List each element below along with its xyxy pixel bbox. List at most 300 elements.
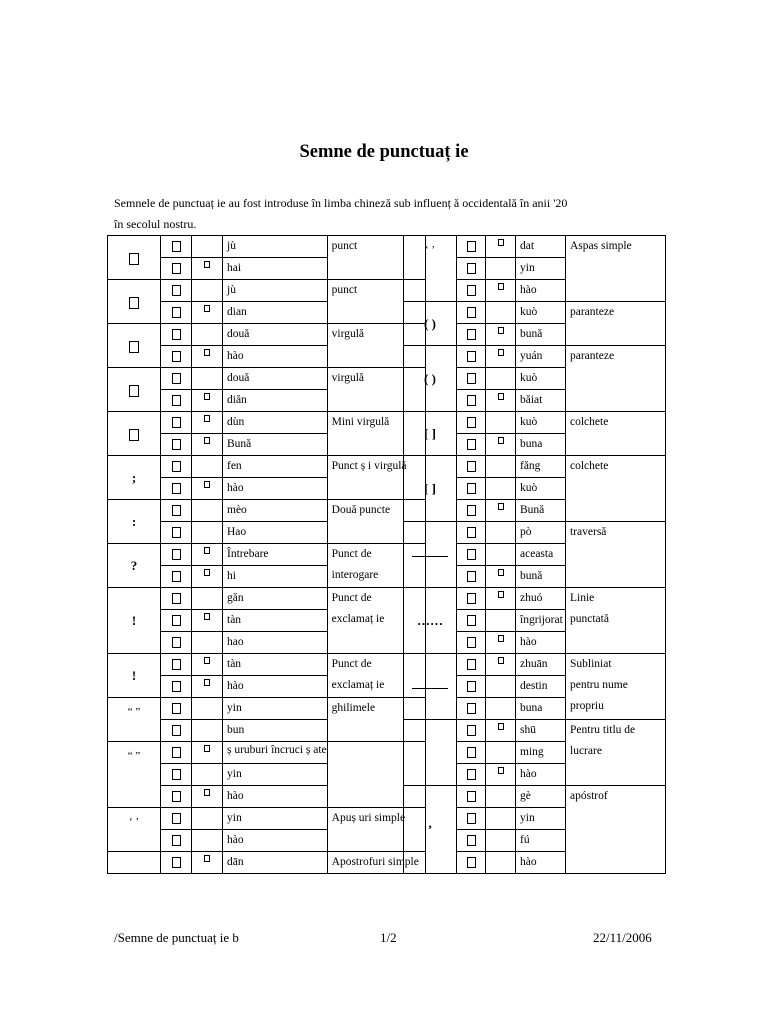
table-row: [108, 280, 426, 302]
missing-glyph-icon: [172, 461, 181, 472]
syllable-cell: kuò: [516, 412, 566, 434]
missing-glyph-icon: [498, 327, 504, 334]
missing-glyph-icon: [204, 657, 210, 664]
character-cell: [457, 478, 486, 500]
symbol-text: ……: [417, 613, 443, 628]
character-cell: [192, 808, 223, 830]
character-cell: [192, 412, 223, 434]
syllable-cell: hào: [223, 830, 328, 852]
syllable-cell: hào: [516, 632, 566, 654]
character-cell: [486, 544, 516, 566]
symbol-text: ʼ: [427, 822, 433, 837]
syllable-cell: dat: [516, 236, 566, 258]
syllable-cell: hào: [223, 346, 328, 368]
missing-glyph-icon: [204, 393, 210, 400]
meaning-cell: [566, 302, 666, 346]
punctuation-symbol: [108, 324, 161, 368]
syllable-cell: găn: [223, 588, 328, 610]
footer-filename: /Semne de punctuaț ie b: [114, 930, 239, 945]
missing-glyph-icon: [172, 263, 181, 274]
symbol-text: “ ”: [127, 750, 141, 762]
character-cell: [192, 720, 223, 742]
character-cell: [457, 544, 486, 566]
table-row: [108, 456, 426, 478]
footer-page-number: 1/2: [380, 930, 397, 945]
punctuation-table-right: [403, 235, 666, 874]
syllable-cell: hi: [223, 566, 328, 588]
character-cell: [486, 434, 516, 456]
missing-glyph-icon: [498, 723, 504, 730]
character-cell: [457, 258, 486, 280]
character-cell: [486, 610, 516, 632]
syllable-cell: bun: [223, 720, 328, 742]
missing-glyph-icon: [204, 789, 210, 796]
missing-glyph-icon: [204, 679, 210, 686]
character-cell: [486, 456, 516, 478]
punctuation-symbol: [108, 456, 161, 500]
missing-glyph-icon: [498, 349, 504, 356]
meaning-text: paranteze: [570, 306, 615, 318]
missing-glyph-icon: [204, 437, 210, 444]
punctuation-symbol: [108, 544, 161, 588]
punctuation-table-left: [107, 235, 426, 874]
punctuation-symbol: [404, 346, 457, 412]
punctuation-symbol: [404, 236, 457, 302]
character-cell: [192, 302, 223, 324]
syllable-cell: jù: [223, 280, 328, 302]
missing-glyph-icon: [204, 569, 210, 576]
meaning-text: apóstrof: [570, 790, 608, 802]
syllable-cell: îngrijorat: [516, 610, 566, 632]
table-row: [404, 522, 666, 544]
missing-glyph-icon: [129, 297, 139, 309]
syllable-cell: dān: [223, 852, 328, 874]
missing-glyph-icon: [172, 637, 181, 648]
character-cell: [192, 346, 223, 368]
character-cell: [161, 346, 192, 368]
character-cell: [486, 566, 516, 588]
symbol-text: :: [131, 514, 137, 529]
character-cell: [161, 764, 192, 786]
symbol-text: ‘ ’: [128, 816, 140, 828]
missing-glyph-icon: [129, 253, 139, 265]
character-cell: [486, 346, 516, 368]
syllable-cell: kuò: [516, 478, 566, 500]
character-cell: [457, 280, 486, 302]
missing-glyph-icon: [204, 305, 210, 312]
syllable-cell: mèo: [223, 500, 328, 522]
character-cell: [486, 236, 516, 258]
character-cell: [486, 632, 516, 654]
character-cell: [457, 610, 486, 632]
dash-mark: [412, 688, 448, 689]
character-cell: [192, 544, 223, 566]
meaning-text: Mini virgulă: [331, 416, 390, 428]
character-cell: [486, 324, 516, 346]
character-cell: [457, 852, 486, 874]
syllable-cell: hào: [516, 852, 566, 874]
missing-glyph-icon: [129, 385, 139, 397]
syllable-cell: kuò: [516, 368, 566, 390]
table-row: [108, 324, 426, 346]
missing-glyph-icon: [467, 659, 476, 670]
missing-glyph-icon: [467, 307, 476, 318]
footer-date: 22/11/2006: [593, 930, 652, 945]
meaning-text: lucrare: [570, 745, 602, 757]
meaning-text: ghilimele: [331, 702, 376, 714]
character-cell: [161, 390, 192, 412]
missing-glyph-icon: [204, 481, 210, 488]
missing-glyph-icon: [172, 615, 181, 626]
syllable-cell: hào: [516, 280, 566, 302]
meaning-cell: [566, 456, 666, 522]
missing-glyph-icon: [467, 769, 476, 780]
missing-glyph-icon: [172, 813, 181, 824]
page-title: Semne de punctuaț ie: [299, 142, 469, 162]
syllable-cell: bună: [516, 324, 566, 346]
character-cell: [486, 808, 516, 830]
table-row: [404, 654, 666, 676]
syllable-cell: hào: [223, 676, 328, 698]
character-cell: [457, 500, 486, 522]
meaning-text: virgulă: [331, 328, 365, 340]
missing-glyph-icon: [498, 503, 504, 510]
punctuation-symbol: [404, 786, 457, 874]
character-cell: [161, 588, 192, 610]
intro-line-2: în secolul nostru.: [114, 217, 197, 231]
meaning-text: colchete: [570, 460, 609, 472]
meaning-cell: [566, 346, 666, 412]
missing-glyph-icon: [467, 835, 476, 846]
meaning-text: interogare: [331, 569, 379, 581]
missing-glyph-icon: [467, 593, 476, 604]
character-cell: [161, 676, 192, 698]
missing-glyph-icon: [467, 681, 476, 692]
syllable-cell: Hao: [223, 522, 328, 544]
missing-glyph-icon: [172, 373, 181, 384]
character-cell: [192, 258, 223, 280]
missing-glyph-icon: [204, 415, 210, 422]
character-cell: [192, 786, 223, 808]
syllable-cell: aceasta: [516, 544, 566, 566]
missing-glyph-icon: [172, 791, 181, 802]
character-cell: [457, 236, 486, 258]
table-row: [108, 742, 426, 764]
missing-glyph-icon: [467, 703, 476, 714]
missing-glyph-icon: [467, 813, 476, 824]
syllable-cell: bună: [516, 566, 566, 588]
character-cell: [486, 302, 516, 324]
meaning-text: paranteze: [570, 350, 615, 362]
syllable-cell: buna: [516, 698, 566, 720]
syllable-cell: două: [223, 324, 328, 346]
character-cell: [457, 632, 486, 654]
meaning-text: exclamaț ie: [331, 613, 385, 625]
syllable-cell: destin: [516, 676, 566, 698]
syllable-cell: diăn: [223, 390, 328, 412]
syllable-cell: hao: [223, 632, 328, 654]
missing-glyph-icon: [498, 437, 504, 444]
punctuation-symbol: [108, 742, 161, 808]
character-cell: [486, 698, 516, 720]
missing-glyph-icon: [172, 593, 181, 604]
syllable-cell: făng: [516, 456, 566, 478]
table-row: [108, 544, 426, 566]
punctuation-symbol: [108, 808, 161, 852]
missing-glyph-icon: [172, 835, 181, 846]
meaning-cell: [566, 522, 666, 588]
character-cell: [161, 544, 192, 566]
missing-glyph-icon: [467, 241, 476, 252]
character-cell: [486, 742, 516, 764]
meaning-text: Punct de: [331, 658, 372, 670]
meaning-cell: [566, 588, 666, 654]
character-cell: [192, 676, 223, 698]
missing-glyph-icon: [204, 613, 210, 620]
punctuation-symbol: [108, 500, 161, 544]
meaning-cell: [566, 412, 666, 456]
character-cell: [161, 852, 192, 874]
symbol-text: [ ]: [424, 481, 436, 496]
missing-glyph-icon: [467, 263, 476, 274]
character-cell: [457, 346, 486, 368]
character-cell: [486, 368, 516, 390]
table-row: [404, 786, 666, 808]
table-row: [108, 368, 426, 390]
character-cell: [486, 786, 516, 808]
character-cell: [192, 852, 223, 874]
syllable-cell: shū: [516, 720, 566, 742]
punctuation-symbol: [404, 302, 457, 346]
symbol-text: ?: [130, 558, 138, 573]
table-row: [404, 588, 666, 610]
missing-glyph-icon: [172, 549, 181, 560]
missing-glyph-icon: [467, 439, 476, 450]
missing-glyph-icon: [467, 615, 476, 626]
character-cell: [486, 412, 516, 434]
meaning-text: Subliniat: [570, 658, 612, 670]
character-cell: [457, 566, 486, 588]
missing-glyph-icon: [172, 747, 181, 758]
missing-glyph-icon: [172, 241, 181, 252]
missing-glyph-icon: [467, 637, 476, 648]
character-cell: [457, 808, 486, 830]
syllable-cell: Întrebare: [223, 544, 328, 566]
character-cell: [457, 434, 486, 456]
syllable-cell: pò: [516, 522, 566, 544]
meaning-text: Apostrofuri simple: [331, 856, 419, 868]
missing-glyph-icon: [467, 285, 476, 296]
meaning-text: Apuș uri simple: [331, 812, 406, 824]
character-cell: [192, 456, 223, 478]
character-cell: [192, 324, 223, 346]
missing-glyph-icon: [129, 429, 139, 441]
missing-glyph-icon: [467, 417, 476, 428]
character-cell: [192, 236, 223, 258]
missing-glyph-icon: [467, 329, 476, 340]
missing-glyph-icon: [172, 351, 181, 362]
missing-glyph-icon: [467, 527, 476, 538]
character-cell: [161, 610, 192, 632]
intro-line-1: Semnele de punctuaț ie au fost introduse în limba chineză sub influenț ă occidentală în anii '20: [114, 196, 568, 210]
character-cell: [161, 258, 192, 280]
character-cell: [457, 720, 486, 742]
missing-glyph-icon: [204, 261, 210, 268]
character-cell: [457, 676, 486, 698]
character-cell: [486, 390, 516, 412]
meaning-text: traversă: [570, 526, 607, 538]
character-cell: [161, 302, 192, 324]
character-cell: [192, 830, 223, 852]
missing-glyph-icon: [172, 505, 181, 516]
missing-glyph-icon: [129, 341, 139, 353]
punctuation-symbol: [108, 412, 161, 456]
missing-glyph-icon: [172, 417, 181, 428]
table-row: [108, 500, 426, 522]
punctuation-symbol: [404, 522, 457, 588]
missing-glyph-icon: [467, 395, 476, 406]
missing-glyph-icon: [172, 681, 181, 692]
syllable-cell: hào: [223, 786, 328, 808]
missing-glyph-icon: [172, 527, 181, 538]
syllable-cell: băiat: [516, 390, 566, 412]
character-cell: [457, 654, 486, 676]
meaning-cell: [566, 654, 666, 720]
punctuation-symbol: [108, 654, 161, 698]
character-cell: [192, 698, 223, 720]
punctuation-symbol: [404, 456, 457, 522]
missing-glyph-icon: [172, 483, 181, 494]
character-cell: [161, 566, 192, 588]
syllable-cell: yin: [516, 808, 566, 830]
missing-glyph-icon: [467, 483, 476, 494]
table-row: [404, 236, 666, 258]
syllable-cell: yin: [516, 258, 566, 280]
syllable-cell: jù: [223, 236, 328, 258]
table-row: [404, 302, 666, 324]
syllable-cell: fen: [223, 456, 328, 478]
table-row: [108, 412, 426, 434]
missing-glyph-icon: [172, 307, 181, 318]
character-cell: [192, 500, 223, 522]
character-cell: [161, 698, 192, 720]
syllable-cell: yin: [223, 808, 328, 830]
table-row: [108, 808, 426, 830]
table-row: [108, 698, 426, 720]
table-row: [404, 720, 666, 742]
character-cell: [486, 852, 516, 874]
character-cell: [161, 236, 192, 258]
character-cell: [161, 456, 192, 478]
missing-glyph-icon: [498, 283, 504, 290]
punctuation-symbol: [404, 654, 457, 720]
character-cell: [457, 786, 486, 808]
missing-glyph-icon: [498, 657, 504, 664]
meaning-text: Pentru titlu de: [570, 724, 636, 736]
character-cell: [161, 632, 192, 654]
character-cell: [486, 588, 516, 610]
meaning-cell: [566, 786, 666, 874]
character-cell: [161, 720, 192, 742]
character-cell: [457, 764, 486, 786]
missing-glyph-icon: [467, 571, 476, 582]
meaning-text: Punct ș i virgulă: [331, 460, 407, 472]
missing-glyph-icon: [498, 591, 504, 598]
missing-glyph-icon: [498, 635, 504, 642]
syllable-cell: hào: [223, 478, 328, 500]
missing-glyph-icon: [172, 659, 181, 670]
symbol-text: ‘ ’: [424, 244, 436, 256]
missing-glyph-icon: [498, 393, 504, 400]
missing-glyph-icon: [467, 791, 476, 802]
meaning-text: punctată: [570, 613, 609, 625]
table-row: [404, 456, 666, 478]
meaning-text: punct: [331, 240, 358, 252]
character-cell: [457, 390, 486, 412]
punctuation-symbol: [108, 236, 161, 280]
character-cell: [192, 610, 223, 632]
punctuation-symbol: [404, 588, 457, 654]
character-cell: [161, 830, 192, 852]
character-cell: [486, 258, 516, 280]
syllable-cell: dùn: [223, 412, 328, 434]
meaning-text: Punct de: [331, 548, 372, 560]
punctuation-symbol: [108, 588, 161, 654]
syllable-cell: buna: [516, 434, 566, 456]
missing-glyph-icon: [467, 549, 476, 560]
symbol-text: ;: [131, 470, 137, 485]
character-cell: [486, 764, 516, 786]
symbol-text: “ ”: [127, 706, 141, 718]
character-cell: [161, 522, 192, 544]
missing-glyph-icon: [467, 505, 476, 516]
table-row: [404, 346, 666, 368]
character-cell: [457, 588, 486, 610]
punctuation-symbol: [108, 280, 161, 324]
character-cell: [486, 522, 516, 544]
syllable-cell: fú: [516, 830, 566, 852]
missing-glyph-icon: [172, 439, 181, 450]
syllable-cell: tàn: [223, 610, 328, 632]
character-cell: [161, 654, 192, 676]
meaning-text: propriu: [570, 700, 604, 712]
character-cell: [192, 522, 223, 544]
syllable-cell: ming: [516, 742, 566, 764]
missing-glyph-icon: [172, 857, 181, 868]
character-cell: [192, 434, 223, 456]
missing-glyph-icon: [172, 769, 181, 780]
missing-glyph-icon: [467, 351, 476, 362]
character-cell: [192, 566, 223, 588]
syllable-cell: hai: [223, 258, 328, 280]
character-cell: [192, 654, 223, 676]
character-cell: [161, 434, 192, 456]
character-cell: [457, 830, 486, 852]
meaning-text: exclamaț ie: [331, 679, 385, 691]
punctuation-symbol: [108, 368, 161, 412]
character-cell: [486, 500, 516, 522]
missing-glyph-icon: [172, 285, 181, 296]
character-cell: [486, 478, 516, 500]
character-cell: [457, 456, 486, 478]
meaning-text: Linie: [570, 592, 595, 604]
meaning-text: punct: [331, 284, 358, 296]
syllable-cell: Bună: [223, 434, 328, 456]
symbol-text: ( ): [424, 316, 436, 331]
character-cell: [457, 324, 486, 346]
table-row: [108, 588, 426, 610]
syllable-cell: yin: [223, 698, 328, 720]
